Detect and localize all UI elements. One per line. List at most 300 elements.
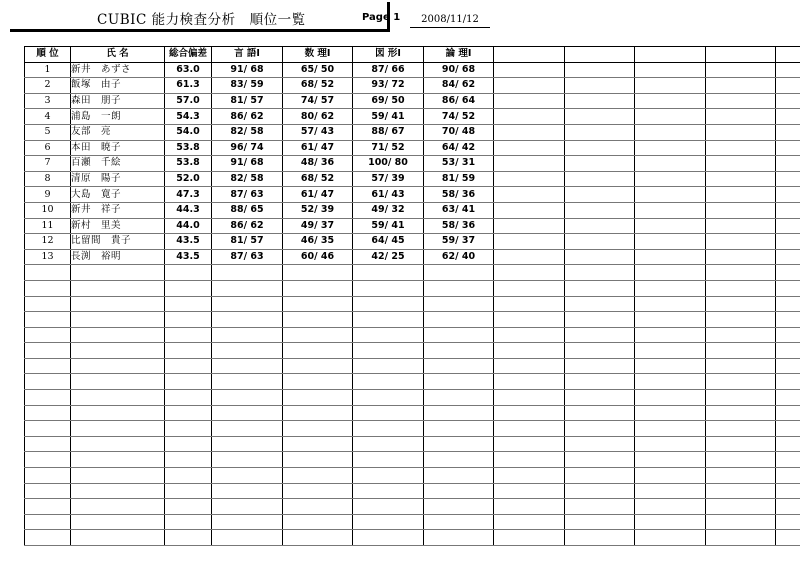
empty-cell <box>635 124 706 140</box>
empty-cell <box>635 265 706 281</box>
total-deviation-cell: 54.0 <box>165 124 212 140</box>
math-score-cell: 65/ 50 <box>283 62 353 78</box>
empty-cell <box>635 358 706 374</box>
empty-cell <box>494 514 565 530</box>
empty-cell <box>635 390 706 406</box>
empty-cell <box>776 234 800 250</box>
name-cell <box>71 280 165 296</box>
empty-cell <box>776 296 800 312</box>
empty-cell <box>635 452 706 468</box>
name-cell: 新村 里美 <box>71 218 165 234</box>
rank-cell <box>25 296 71 312</box>
language-score-cell <box>212 483 283 499</box>
total-deviation-cell: 44.0 <box>165 218 212 234</box>
math-score-cell <box>283 499 353 515</box>
rank-cell <box>25 452 71 468</box>
empty-cell <box>706 156 776 172</box>
math-score-cell <box>283 452 353 468</box>
empty-cell <box>706 202 776 218</box>
logic-score-cell <box>424 280 494 296</box>
empty-cell <box>776 171 800 187</box>
math-score-cell: 68/ 52 <box>283 171 353 187</box>
empty-cell <box>706 280 776 296</box>
logic-score-cell <box>424 390 494 406</box>
name-cell <box>71 358 165 374</box>
empty-cell <box>706 140 776 156</box>
empty-cell <box>706 312 776 328</box>
column-header <box>706 47 776 63</box>
total-deviation-cell <box>165 390 212 406</box>
table-row <box>25 93 800 109</box>
column-header: 総合偏差 <box>165 47 212 63</box>
empty-cell <box>706 327 776 343</box>
column-header <box>776 47 800 63</box>
figure-score-cell: 71/ 52 <box>353 140 424 156</box>
math-score-cell <box>283 280 353 296</box>
logic-score-cell <box>424 312 494 328</box>
empty-cell <box>635 109 706 125</box>
rank-cell <box>25 358 71 374</box>
empty-cell <box>565 421 635 437</box>
empty-cell <box>776 93 800 109</box>
total-deviation-cell <box>165 514 212 530</box>
empty-cell <box>706 249 776 265</box>
figure-score-cell: 49/ 32 <box>353 202 424 218</box>
name-cell <box>71 343 165 359</box>
empty-cell <box>635 78 706 94</box>
logic-score-cell <box>424 327 494 343</box>
table-row <box>25 358 800 374</box>
figure-score-cell <box>353 468 424 484</box>
column-header: 氏 名 <box>71 47 165 63</box>
empty-cell <box>494 218 565 234</box>
empty-cell <box>565 202 635 218</box>
empty-cell <box>565 374 635 390</box>
empty-cell <box>706 109 776 125</box>
figure-score-cell: 42/ 25 <box>353 249 424 265</box>
table-row <box>25 483 800 499</box>
empty-cell <box>635 405 706 421</box>
empty-cell <box>565 499 635 515</box>
empty-cell <box>565 280 635 296</box>
language-score-cell: 88/ 65 <box>212 202 283 218</box>
empty-cell <box>494 405 565 421</box>
table-row <box>25 327 800 343</box>
empty-cell <box>706 436 776 452</box>
empty-cell <box>635 156 706 172</box>
logic-score-cell <box>424 374 494 390</box>
total-deviation-cell <box>165 405 212 421</box>
logic-score-cell <box>424 468 494 484</box>
empty-cell <box>565 265 635 281</box>
name-cell <box>71 452 165 468</box>
name-cell <box>71 265 165 281</box>
total-deviation-cell <box>165 530 212 546</box>
language-score-cell <box>212 499 283 515</box>
empty-cell <box>776 452 800 468</box>
figure-score-cell <box>353 405 424 421</box>
table-row <box>25 62 800 78</box>
name-cell <box>71 374 165 390</box>
empty-cell <box>776 124 800 140</box>
empty-cell <box>706 390 776 406</box>
total-deviation-cell <box>165 312 212 328</box>
table-row <box>25 436 800 452</box>
math-score-cell: 74/ 57 <box>283 93 353 109</box>
figure-score-cell <box>353 312 424 328</box>
rank-cell: 11 <box>25 218 71 234</box>
figure-score-cell <box>353 499 424 515</box>
table-row <box>25 156 800 172</box>
table-row <box>25 405 800 421</box>
empty-cell <box>635 374 706 390</box>
logic-score-cell <box>424 499 494 515</box>
language-score-cell <box>212 265 283 281</box>
rank-cell: 4 <box>25 109 71 125</box>
empty-cell <box>494 468 565 484</box>
language-score-cell: 87/ 63 <box>212 249 283 265</box>
logic-score-cell: 59/ 37 <box>424 234 494 250</box>
total-deviation-cell <box>165 265 212 281</box>
empty-cell <box>565 156 635 172</box>
figure-score-cell <box>353 421 424 437</box>
figure-score-cell <box>353 390 424 406</box>
name-cell: 本田 暁子 <box>71 140 165 156</box>
table-row <box>25 265 800 281</box>
math-score-cell: 57/ 43 <box>283 124 353 140</box>
math-score-cell: 68/ 52 <box>283 78 353 94</box>
name-cell <box>71 468 165 484</box>
empty-cell <box>706 358 776 374</box>
logic-score-cell: 86/ 64 <box>424 93 494 109</box>
empty-cell <box>635 202 706 218</box>
figure-score-cell <box>353 514 424 530</box>
figure-score-cell: 64/ 45 <box>353 234 424 250</box>
rank-cell <box>25 514 71 530</box>
empty-cell <box>494 312 565 328</box>
empty-cell <box>635 436 706 452</box>
table-row <box>25 452 800 468</box>
name-cell <box>71 421 165 437</box>
empty-cell <box>776 483 800 499</box>
empty-cell <box>565 483 635 499</box>
language-score-cell <box>212 452 283 468</box>
logic-score-cell: 74/ 52 <box>424 109 494 125</box>
table-body <box>25 62 800 545</box>
total-deviation-cell: 43.5 <box>165 234 212 250</box>
empty-cell <box>494 499 565 515</box>
empty-cell <box>565 93 635 109</box>
empty-cell <box>565 327 635 343</box>
page-title: CUBIC 能力検査分析 順位一覧 <box>97 12 306 28</box>
name-cell: 森田 朋子 <box>71 93 165 109</box>
name-cell: 清原 陽子 <box>71 171 165 187</box>
report-date: 2008/11/12 <box>410 14 490 28</box>
name-cell <box>71 390 165 406</box>
language-score-cell: 81/ 57 <box>212 234 283 250</box>
rank-cell: 1 <box>25 62 71 78</box>
empty-cell <box>494 358 565 374</box>
language-score-cell <box>212 312 283 328</box>
figure-score-cell: 87/ 66 <box>353 62 424 78</box>
rank-cell: 7 <box>25 156 71 172</box>
math-score-cell: 52/ 39 <box>283 202 353 218</box>
empty-cell <box>776 514 800 530</box>
math-score-cell: 61/ 47 <box>283 140 353 156</box>
language-score-cell <box>212 421 283 437</box>
empty-cell <box>494 327 565 343</box>
total-deviation-cell <box>165 452 212 468</box>
empty-cell <box>635 171 706 187</box>
figure-score-cell <box>353 374 424 390</box>
math-score-cell <box>283 374 353 390</box>
logic-score-cell <box>424 436 494 452</box>
empty-cell <box>776 78 800 94</box>
figure-score-cell: 57/ 39 <box>353 171 424 187</box>
table-row <box>25 374 800 390</box>
figure-score-cell: 88/ 67 <box>353 124 424 140</box>
math-score-cell <box>283 421 353 437</box>
empty-cell <box>565 296 635 312</box>
empty-cell <box>706 483 776 499</box>
rank-cell <box>25 280 71 296</box>
total-deviation-cell: 57.0 <box>165 93 212 109</box>
table-row <box>25 171 800 187</box>
name-cell <box>71 327 165 343</box>
empty-cell <box>494 249 565 265</box>
name-cell: 長渕 裕明 <box>71 249 165 265</box>
empty-cell <box>494 109 565 125</box>
rank-cell <box>25 530 71 546</box>
math-score-cell <box>283 468 353 484</box>
empty-cell <box>494 265 565 281</box>
logic-score-cell: 64/ 42 <box>424 140 494 156</box>
rank-cell: 12 <box>25 234 71 250</box>
empty-cell <box>706 296 776 312</box>
total-deviation-cell <box>165 296 212 312</box>
rank-cell <box>25 405 71 421</box>
logic-score-cell <box>424 421 494 437</box>
logic-score-cell <box>424 452 494 468</box>
empty-cell <box>776 218 800 234</box>
figure-score-cell <box>353 280 424 296</box>
table-row <box>25 390 800 406</box>
empty-cell <box>706 265 776 281</box>
empty-cell <box>565 218 635 234</box>
empty-cell <box>776 530 800 546</box>
column-header: 言 語Ⅰ <box>212 47 283 63</box>
empty-cell <box>565 234 635 250</box>
language-score-cell <box>212 530 283 546</box>
empty-cell <box>706 452 776 468</box>
empty-cell <box>635 421 706 437</box>
title-frame <box>10 2 401 32</box>
table-row <box>25 187 800 203</box>
rank-cell <box>25 327 71 343</box>
logic-score-cell <box>424 265 494 281</box>
empty-cell <box>706 124 776 140</box>
figure-score-cell: 93/ 72 <box>353 78 424 94</box>
column-header <box>635 47 706 63</box>
empty-cell <box>776 499 800 515</box>
figure-score-cell: 59/ 41 <box>353 109 424 125</box>
language-score-cell <box>212 514 283 530</box>
empty-cell <box>776 421 800 437</box>
empty-cell <box>494 296 565 312</box>
table-header-row <box>25 47 800 63</box>
total-deviation-cell: 52.0 <box>165 171 212 187</box>
table-row <box>25 202 800 218</box>
name-cell: 大島 寛子 <box>71 187 165 203</box>
figure-score-cell <box>353 452 424 468</box>
total-deviation-cell <box>165 327 212 343</box>
rank-cell: 2 <box>25 78 71 94</box>
total-deviation-cell <box>165 436 212 452</box>
language-score-cell: 82/ 58 <box>212 171 283 187</box>
rank-cell <box>25 265 71 281</box>
empty-cell <box>706 530 776 546</box>
empty-cell <box>494 156 565 172</box>
empty-cell <box>565 109 635 125</box>
language-score-cell: 91/ 68 <box>212 156 283 172</box>
rank-cell <box>25 483 71 499</box>
empty-cell <box>494 530 565 546</box>
table-row <box>25 234 800 250</box>
column-header: 順 位 <box>25 47 71 63</box>
language-score-cell <box>212 343 283 359</box>
logic-score-cell <box>424 296 494 312</box>
rank-cell: 9 <box>25 187 71 203</box>
rank-cell <box>25 421 71 437</box>
empty-cell <box>635 62 706 78</box>
name-cell <box>71 405 165 421</box>
figure-score-cell <box>353 343 424 359</box>
empty-cell <box>776 436 800 452</box>
column-header: 図 形Ⅰ <box>353 47 424 63</box>
logic-score-cell <box>424 343 494 359</box>
name-cell: 比留間 貴子 <box>71 234 165 250</box>
table-row <box>25 109 800 125</box>
empty-cell <box>706 218 776 234</box>
name-cell <box>71 436 165 452</box>
empty-cell <box>776 249 800 265</box>
empty-cell <box>565 187 635 203</box>
rank-cell: 13 <box>25 249 71 265</box>
empty-cell <box>635 312 706 328</box>
empty-cell <box>706 514 776 530</box>
math-score-cell <box>283 312 353 328</box>
empty-cell <box>635 530 706 546</box>
empty-cell <box>706 374 776 390</box>
name-cell <box>71 530 165 546</box>
empty-cell <box>635 218 706 234</box>
language-score-cell <box>212 405 283 421</box>
math-score-cell: 60/ 46 <box>283 249 353 265</box>
empty-cell <box>635 296 706 312</box>
column-header: 論 理Ⅰ <box>424 47 494 63</box>
total-deviation-cell <box>165 343 212 359</box>
empty-cell <box>776 405 800 421</box>
total-deviation-cell: 54.3 <box>165 109 212 125</box>
math-score-cell <box>283 296 353 312</box>
figure-score-cell: 59/ 41 <box>353 218 424 234</box>
empty-cell <box>565 390 635 406</box>
empty-cell <box>494 452 565 468</box>
empty-cell <box>494 436 565 452</box>
language-score-cell: 83/ 59 <box>212 78 283 94</box>
empty-cell <box>776 140 800 156</box>
table-row <box>25 499 800 515</box>
empty-cell <box>494 234 565 250</box>
language-score-cell: 91/ 68 <box>212 62 283 78</box>
language-score-cell: 86/ 62 <box>212 218 283 234</box>
rank-cell <box>25 374 71 390</box>
total-deviation-cell: 43.5 <box>165 249 212 265</box>
rank-cell <box>25 468 71 484</box>
rank-cell <box>25 343 71 359</box>
total-deviation-cell <box>165 280 212 296</box>
empty-cell <box>776 312 800 328</box>
empty-cell <box>635 483 706 499</box>
empty-cell <box>565 249 635 265</box>
math-score-cell <box>283 265 353 281</box>
empty-cell <box>494 62 565 78</box>
empty-cell <box>494 374 565 390</box>
total-deviation-cell: 44.3 <box>165 202 212 218</box>
language-score-cell: 87/ 63 <box>212 187 283 203</box>
name-cell <box>71 514 165 530</box>
empty-cell <box>565 468 635 484</box>
empty-cell <box>565 171 635 187</box>
empty-cell <box>706 234 776 250</box>
logic-score-cell: 58/ 36 <box>424 218 494 234</box>
empty-cell <box>494 187 565 203</box>
math-score-cell <box>283 436 353 452</box>
table-row <box>25 140 800 156</box>
empty-cell <box>776 327 800 343</box>
logic-score-cell: 84/ 62 <box>424 78 494 94</box>
empty-cell <box>706 171 776 187</box>
language-score-cell <box>212 436 283 452</box>
total-deviation-cell <box>165 483 212 499</box>
language-score-cell <box>212 327 283 343</box>
empty-cell <box>635 327 706 343</box>
empty-cell <box>706 62 776 78</box>
empty-cell <box>565 343 635 359</box>
table-row <box>25 249 800 265</box>
figure-score-cell <box>353 436 424 452</box>
column-header <box>565 47 635 63</box>
empty-cell <box>706 405 776 421</box>
math-score-cell <box>283 327 353 343</box>
language-score-cell: 96/ 74 <box>212 140 283 156</box>
empty-cell <box>565 124 635 140</box>
name-cell: 百瀬 千絵 <box>71 156 165 172</box>
empty-cell <box>635 249 706 265</box>
empty-cell <box>776 156 800 172</box>
empty-cell <box>565 358 635 374</box>
empty-cell <box>776 265 800 281</box>
empty-cell <box>494 390 565 406</box>
empty-cell <box>706 78 776 94</box>
empty-cell <box>565 78 635 94</box>
total-deviation-cell: 47.3 <box>165 187 212 203</box>
figure-score-cell <box>353 530 424 546</box>
language-score-cell <box>212 374 283 390</box>
empty-cell <box>776 280 800 296</box>
logic-score-cell: 63/ 41 <box>424 202 494 218</box>
empty-cell <box>706 468 776 484</box>
